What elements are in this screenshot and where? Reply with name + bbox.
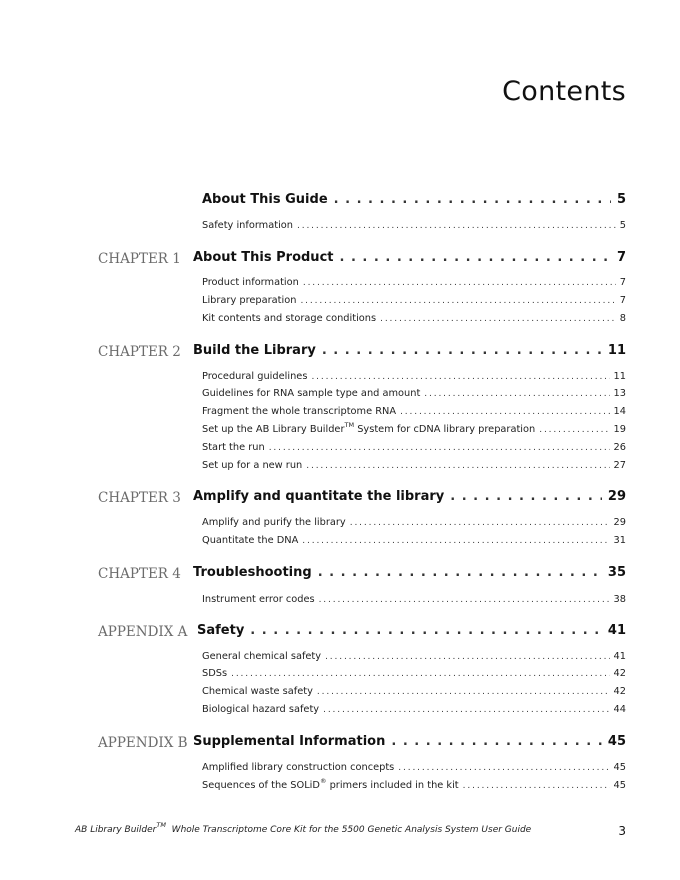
toc-entry-page: 29: [607, 489, 626, 504]
toc-subentry[interactable]: [202, 460, 626, 471]
dot-leader: [317, 687, 610, 697]
toc-entry-page: 45: [607, 734, 626, 749]
toc-subentry-title: Procedural guidelines: [202, 371, 308, 382]
toc-subentry-page: 5: [619, 220, 626, 231]
toc-subentry-title: SDSs: [202, 668, 228, 679]
toc-subentry[interactable]: [202, 313, 626, 324]
dot-leader: [323, 705, 609, 715]
toc-subentry-page: 31: [613, 535, 626, 546]
toc-entry-title: Troubleshooting: [193, 565, 312, 580]
toc-subentry-title: Amplified library construction concepts: [202, 762, 395, 773]
toc-subentry-page: 42: [613, 668, 626, 679]
label-text: Sequences of the SOLiD: [202, 780, 320, 791]
toc-subentry-title: [202, 421, 536, 435]
dot-leader: [334, 192, 611, 207]
toc-subentry-page: 26: [613, 442, 626, 453]
toc-subentry-title: Guidelines for RNA sample type and amount: [202, 388, 421, 399]
toc-subentry[interactable]: [202, 686, 626, 697]
toc-subentry-page: 11: [613, 371, 626, 382]
dot-leader: [318, 565, 602, 580]
dot-leader: [350, 518, 610, 528]
trademark-mark: TM: [344, 421, 355, 429]
toc-subentry-title: Biological hazard safety: [202, 704, 320, 715]
toc-entry-page: 35: [607, 565, 626, 580]
toc-subentry[interactable]: [202, 535, 626, 546]
toc-subentry-page: 42: [613, 686, 626, 697]
dot-leader: [269, 443, 610, 453]
toc-subentry-page: 29: [613, 517, 626, 528]
footer-text: AB Library Builder: [75, 825, 157, 835]
toc-subentry-page: 7: [619, 277, 626, 288]
toc-subentry-page: 45: [613, 780, 626, 791]
chapter-label: APPENDIX B: [98, 735, 188, 751]
dot-leader: [400, 407, 609, 417]
toc-subentry-title: Fragment the whole transcriptome RNA: [202, 406, 397, 417]
toc-subentry-title: Set up for a new run: [202, 460, 303, 471]
dot-leader: [325, 652, 609, 662]
toc-entry-title: Build the Library: [193, 343, 316, 358]
toc-entry-chapter-1[interactable]: [193, 250, 626, 265]
toc-entry-title: Supplemental Information: [193, 734, 386, 749]
toc-entry-page: 7: [616, 250, 626, 265]
toc-subentry-page: 44: [613, 704, 626, 715]
footer-document-title: [75, 821, 532, 835]
toc-subentry-page: 41: [613, 651, 626, 662]
toc-subentry-title: Amplify and purify the library: [202, 517, 346, 528]
dot-leader: [231, 669, 609, 679]
toc-subentry[interactable]: [202, 762, 626, 773]
toc-entry-appendix-a[interactable]: [197, 623, 626, 638]
toc-subentry[interactable]: [202, 371, 626, 382]
chapter-label: CHAPTER 3: [98, 490, 181, 506]
dot-leader: [297, 221, 616, 231]
toc-subentry-title: General chemical safety: [202, 651, 322, 662]
toc-subentry-title: Safety information: [202, 220, 293, 231]
toc-entry-about-this-guide[interactable]: [202, 192, 626, 207]
dot-leader: [539, 425, 609, 435]
trademark-mark: TM: [156, 821, 166, 829]
dot-leader: [463, 781, 610, 791]
label-text: System for cDNA library preparation: [354, 424, 536, 435]
toc-subentry-title: Instrument error codes: [202, 594, 315, 605]
dot-leader: [340, 250, 611, 265]
toc-subentry-page: 8: [619, 313, 626, 324]
toc-entry-title: Amplify and quantitate the library: [193, 489, 445, 504]
toc-subentry-title: Chemical waste safety: [202, 686, 313, 697]
toc-subentry[interactable]: [202, 517, 626, 528]
toc-subentry[interactable]: [202, 295, 626, 306]
dot-leader: [424, 389, 609, 399]
toc-entry-chapter-3[interactable]: [193, 489, 626, 504]
label-text: Set up the AB Library Builder: [202, 424, 345, 435]
toc-subentry[interactable]: [202, 406, 626, 417]
chapter-label: APPENDIX A: [98, 624, 188, 640]
dot-leader: [322, 343, 602, 358]
toc-subentry[interactable]: [202, 442, 626, 453]
toc-subentry-page: 14: [613, 406, 626, 417]
toc-subentry[interactable]: [202, 388, 626, 399]
toc-entry-page: 41: [607, 623, 626, 638]
dot-leader: [450, 489, 602, 504]
dot-leader: [311, 372, 609, 382]
toc-entry-page: 5: [616, 192, 626, 207]
toc-subentry-page: 19: [613, 424, 626, 435]
toc-subentry[interactable]: [202, 704, 626, 715]
toc-subentry[interactable]: [202, 777, 626, 791]
toc-entry-title: About This Product: [193, 250, 334, 265]
toc-subentry-page: 13: [613, 388, 626, 399]
dot-leader: [300, 296, 615, 306]
toc-entry-chapter-4[interactable]: [193, 565, 626, 580]
footer-text: Whole Transcriptome Core Kit for the 5500 Genetic Analysis System User Guide: [165, 825, 532, 835]
dot-leader: [319, 595, 610, 605]
toc-subentry-title: Product information: [202, 277, 299, 288]
toc-subentry-title: Quantitate the DNA: [202, 535, 299, 546]
toc-subentry[interactable]: [202, 220, 626, 231]
toc-subentry-page: 45: [613, 762, 626, 773]
dot-leader: [306, 461, 609, 471]
toc-subentry-page: 27: [613, 460, 626, 471]
toc-entry-title: Safety: [197, 623, 245, 638]
footer-page-number: 3: [618, 824, 626, 838]
toc-subentry[interactable]: [202, 668, 626, 679]
dot-leader: [302, 536, 609, 546]
chapter-label: CHAPTER 2: [98, 344, 181, 360]
dot-leader: [391, 734, 602, 749]
dot-leader: [250, 623, 602, 638]
page-title: Contents: [502, 76, 626, 107]
toc-entry-chapter-2[interactable]: [193, 343, 626, 358]
toc-subentry-title: Kit contents and storage conditions: [202, 313, 377, 324]
toc-subentry-title: Library preparation: [202, 295, 297, 306]
chapter-label: CHAPTER 1: [98, 251, 181, 267]
chapter-label: CHAPTER 4: [98, 566, 181, 582]
dot-leader: [398, 763, 609, 773]
toc-subentry-page: 7: [619, 295, 626, 306]
toc-subentry[interactable]: [202, 421, 626, 435]
toc-subentry[interactable]: [202, 594, 626, 605]
toc-entry-title: About This Guide: [202, 192, 328, 207]
registered-mark: ®: [319, 777, 327, 785]
toc-subentry-page: 38: [613, 594, 626, 605]
toc-subentry[interactable]: [202, 651, 626, 662]
toc-subentry-title: [202, 777, 459, 791]
toc-subentry[interactable]: [202, 277, 626, 288]
dot-leader: [303, 278, 616, 288]
dot-leader: [380, 314, 616, 324]
toc-subentry-title: Start the run: [202, 442, 265, 453]
toc-entry-page: 11: [607, 343, 626, 358]
label-text: primers included in the kit: [326, 780, 459, 791]
toc-entry-appendix-b[interactable]: [193, 734, 626, 749]
